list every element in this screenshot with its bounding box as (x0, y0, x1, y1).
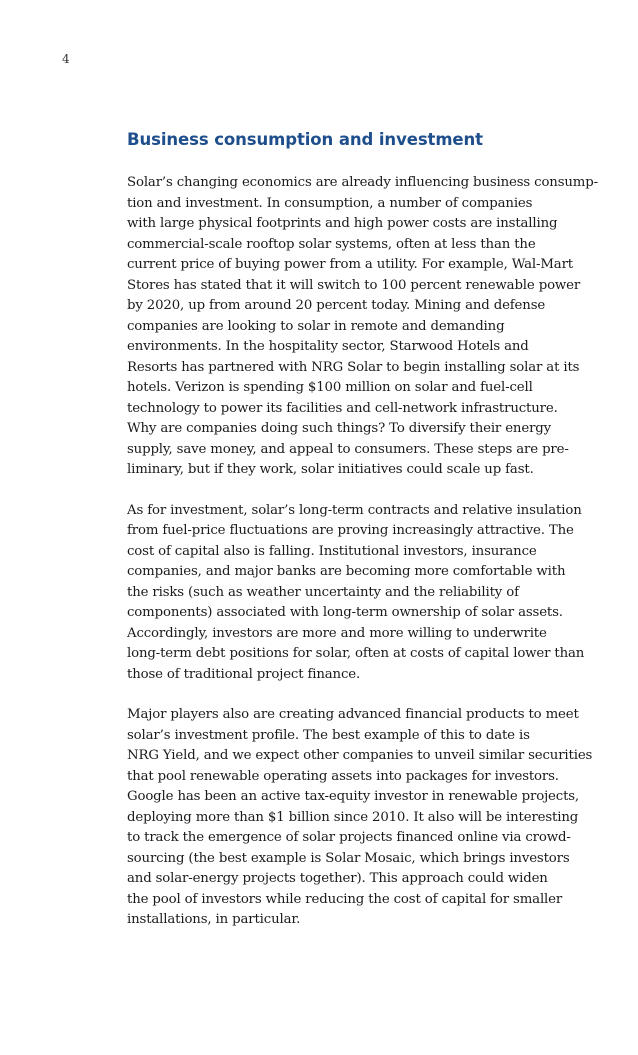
paragraph-2 (127, 501, 585, 686)
text-line: environments. In the hospitality sector, Starwood Hotels and (127, 339, 529, 354)
section-heading: Business consumption and investment (127, 130, 483, 149)
text-line: Stores has stated that it will switch to 100 percent renewable power (127, 277, 581, 293)
paragraph-3 (127, 705, 593, 931)
text-line: supply, save money, and appeal to consumers. These steps are pre- (127, 441, 569, 457)
text-line: and solar-energy projects together). This approach could widen (127, 871, 548, 886)
text-line: technology to power its facilities and cell-network infrastructure. (127, 400, 558, 416)
text-line: those of traditional project finance. (127, 666, 361, 682)
text-line: with large physical footprints and high power costs are installing (127, 216, 558, 231)
text-line: solar’s investment profile. The best example of this to date is (127, 727, 530, 743)
text-line: the risks (such as weather uncertainty and the reliability of (127, 584, 519, 600)
page-number: 4 (62, 52, 70, 66)
text-line: the pool of investors while reducing the cost of capital for smaller (127, 891, 563, 907)
text-line: As for investment, solar’s long-term contracts and relative insulation (127, 502, 582, 518)
text-line: Why are companies doing such things? To diversify their energy (127, 421, 551, 436)
text-line: commercial-scale rooftop solar systems, often at less than the (127, 236, 536, 252)
text-line: NRG Yield, and we expect other companies to unveil similar securities (127, 748, 593, 763)
text-line: by 2020, up from around 20 percent today. Mining and defense (127, 298, 546, 313)
text-line: companies are looking to solar in remote and demanding (127, 318, 505, 334)
text-line: Solar’s changing economics are already influencing business consump- (127, 175, 598, 190)
text-line: Resorts has partnered with NRG Solar to begin installing solar at its (127, 359, 580, 375)
text-line: from fuel-price fluctuations are proving increasingly attractive. The (127, 523, 574, 538)
text-line: that pool renewable operating assets into packages for investors. (127, 768, 559, 784)
text-line: sourcing (the best example is Solar Mosaic, which brings investors (127, 850, 570, 866)
text-line: cost of capital also is falling. Institutional investors, insurance (127, 543, 537, 559)
text-line: installations, in particular. (127, 912, 301, 927)
text-line: companies, and major banks are becoming more comfortable with (127, 564, 566, 579)
text-line: tion and investment. In consumption, a number of companies (127, 195, 533, 211)
text-line: Google has been an active tax-equity investor in renewable projects, (127, 789, 580, 804)
text-line: deploying more than $1 billion since 2010. It also will be interesting (127, 809, 579, 825)
article-body (127, 130, 598, 951)
text-line: Major players also are creating advanced financial products to meet (127, 707, 579, 722)
text-line: hotels. Verizon is spending $100 million on solar and fuel-cell (127, 380, 533, 395)
text-line: current price of buying power from a utility. For example, Wal-Mart (127, 257, 573, 272)
text-line: liminary, but if they work, solar initiatives could scale up fast. (127, 462, 534, 477)
paragraph-container (127, 173, 598, 931)
text-line: components) associated with long-term ownership of solar assets. (127, 605, 563, 620)
text-line: long-term debt positions for solar, often at costs of capital lower than (127, 646, 585, 661)
text-line: Accordingly, investors are more and more willing to underwrite (127, 625, 547, 641)
paragraph-1 (127, 173, 598, 481)
text-line: to track the emergence of solar projects financed online via crowd- (127, 830, 571, 845)
